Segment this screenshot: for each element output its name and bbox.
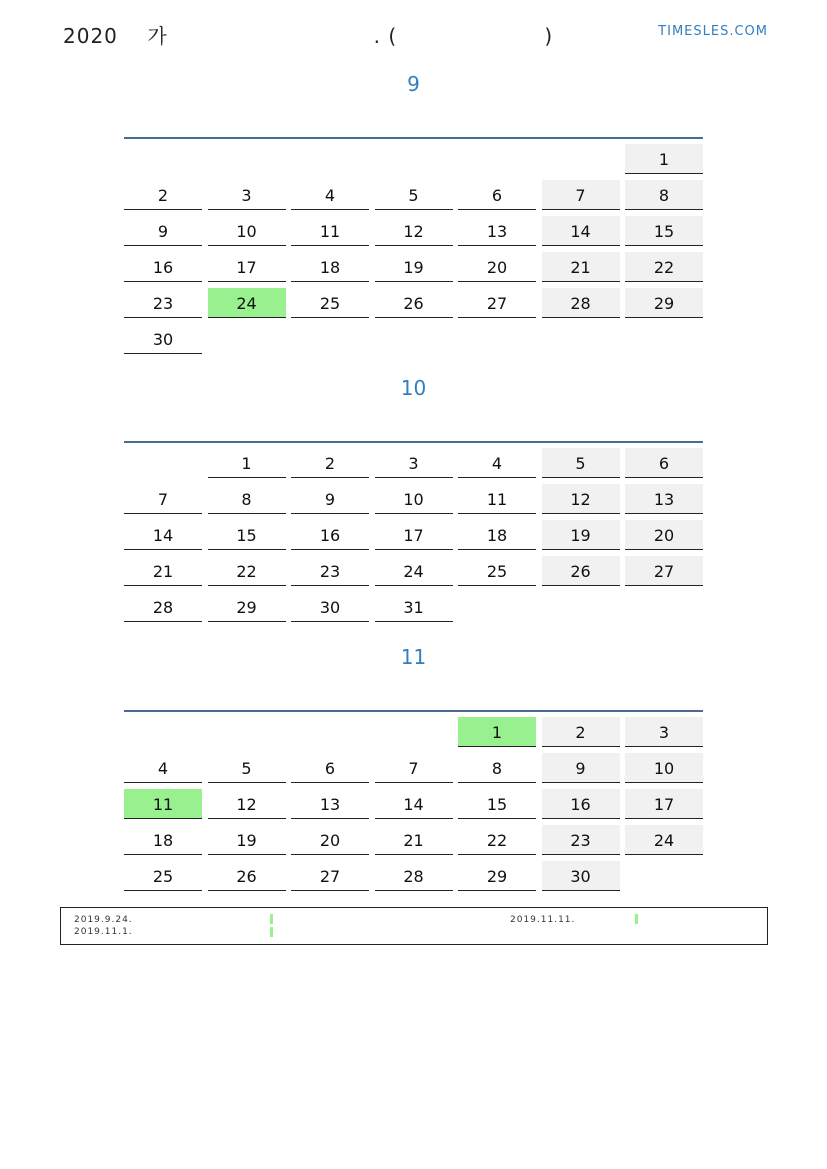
calendar-day: 8 bbox=[458, 753, 536, 783]
calendar-day: 5 bbox=[208, 753, 286, 783]
calendar-day: 2 bbox=[291, 448, 369, 478]
calendar-day: 9 bbox=[542, 753, 620, 783]
holiday-legend bbox=[60, 907, 768, 945]
calendar-day: 14 bbox=[124, 520, 202, 550]
calendar-day: 1 bbox=[208, 448, 286, 478]
calendar-day: 18 bbox=[458, 520, 536, 550]
calendar-day: 15 bbox=[208, 520, 286, 550]
calendar-day: 26 bbox=[542, 556, 620, 586]
calendar-day: 1 bbox=[625, 144, 703, 174]
calendar-day: 16 bbox=[542, 789, 620, 819]
calendar-day: 24 bbox=[625, 825, 703, 855]
calendar-day: 10 bbox=[625, 753, 703, 783]
calendar-day: 7 bbox=[375, 753, 453, 783]
calendar-day: 8 bbox=[208, 484, 286, 514]
calendar-day: 7 bbox=[124, 484, 202, 514]
calendar-day: 14 bbox=[542, 216, 620, 246]
calendar-day: 23 bbox=[291, 556, 369, 586]
calendar-day: 25 bbox=[124, 861, 202, 891]
calendar-day: 18 bbox=[291, 252, 369, 282]
calendar-day: 23 bbox=[542, 825, 620, 855]
calendar-day: 29 bbox=[458, 861, 536, 891]
calendar-day: 30 bbox=[542, 861, 620, 891]
calendar-day: 24 bbox=[208, 288, 286, 318]
calendar-day: 28 bbox=[375, 861, 453, 891]
calendar-day: 22 bbox=[625, 252, 703, 282]
calendar-day: 20 bbox=[291, 825, 369, 855]
calendar-day: 19 bbox=[208, 825, 286, 855]
calendar-day: 26 bbox=[208, 861, 286, 891]
calendar-day: 13 bbox=[625, 484, 703, 514]
calendar-day: 1 bbox=[458, 717, 536, 747]
calendar-day: 27 bbox=[458, 288, 536, 318]
calendar-day: 25 bbox=[458, 556, 536, 586]
page-title: 2020 가 . ( ) bbox=[63, 24, 554, 48]
calendar-day: 3 bbox=[208, 180, 286, 210]
calendar-day: 27 bbox=[625, 556, 703, 586]
calendar-divider bbox=[124, 441, 703, 443]
calendar-day: 22 bbox=[208, 556, 286, 586]
calendar-day: 5 bbox=[375, 180, 453, 210]
calendar-day: 23 bbox=[124, 288, 202, 318]
calendar-day: 19 bbox=[542, 520, 620, 550]
calendar-day: 6 bbox=[291, 753, 369, 783]
month-title-oct: 10 bbox=[400, 376, 427, 400]
calendar-day: 29 bbox=[625, 288, 703, 318]
calendar-day: 13 bbox=[458, 216, 536, 246]
calendar-day: 10 bbox=[375, 484, 453, 514]
month-title-sep: 9 bbox=[407, 72, 420, 96]
calendar-divider bbox=[124, 137, 703, 139]
calendar-day: 21 bbox=[542, 252, 620, 282]
calendar-day: 20 bbox=[458, 252, 536, 282]
calendar-day: 16 bbox=[291, 520, 369, 550]
legend-entry: 2019.9.24. bbox=[74, 915, 133, 925]
site-link[interactable]: TIMESLES.COM bbox=[658, 24, 768, 39]
calendar-day: 30 bbox=[124, 324, 202, 354]
calendar-day: 4 bbox=[291, 180, 369, 210]
calendar-day: 6 bbox=[625, 448, 703, 478]
calendar-day: 11 bbox=[458, 484, 536, 514]
calendar-day: 24 bbox=[375, 556, 453, 586]
calendar-day: 15 bbox=[625, 216, 703, 246]
calendar-day: 2 bbox=[124, 180, 202, 210]
calendar-day: 26 bbox=[375, 288, 453, 318]
page-header bbox=[63, 20, 768, 48]
calendar-day: 13 bbox=[291, 789, 369, 819]
calendar-day: 3 bbox=[625, 717, 703, 747]
calendar-day: 29 bbox=[208, 592, 286, 622]
holiday-marker bbox=[635, 914, 638, 924]
calendar-day: 28 bbox=[124, 592, 202, 622]
calendar-day: 17 bbox=[625, 789, 703, 819]
calendar-day: 12 bbox=[542, 484, 620, 514]
calendar-day: 16 bbox=[124, 252, 202, 282]
holiday-marker bbox=[270, 914, 273, 924]
calendar-day: 12 bbox=[375, 216, 453, 246]
calendar-day: 27 bbox=[291, 861, 369, 891]
calendar-day: 20 bbox=[625, 520, 703, 550]
calendar-day: 2 bbox=[542, 717, 620, 747]
calendar-day: 14 bbox=[375, 789, 453, 819]
calendar-day: 21 bbox=[124, 556, 202, 586]
calendar-day: 30 bbox=[291, 592, 369, 622]
calendar-day: 12 bbox=[208, 789, 286, 819]
calendar-day: 7 bbox=[542, 180, 620, 210]
calendar-day: 4 bbox=[458, 448, 536, 478]
calendar-day: 22 bbox=[458, 825, 536, 855]
calendar-day: 15 bbox=[458, 789, 536, 819]
calendar-day: 8 bbox=[625, 180, 703, 210]
calendar-day: 11 bbox=[291, 216, 369, 246]
month-title-nov: 11 bbox=[400, 645, 427, 669]
calendar-day: 28 bbox=[542, 288, 620, 318]
calendar-divider bbox=[124, 710, 703, 712]
holiday-marker bbox=[270, 927, 273, 937]
calendar-day: 5 bbox=[542, 448, 620, 478]
calendar-day: 10 bbox=[208, 216, 286, 246]
calendar-day: 11 bbox=[124, 789, 202, 819]
legend-entry: 2019.11.11. bbox=[510, 915, 576, 925]
calendar-day: 17 bbox=[208, 252, 286, 282]
calendar-day: 21 bbox=[375, 825, 453, 855]
legend-entry: 2019.11.1. bbox=[74, 927, 133, 937]
calendar-day: 31 bbox=[375, 592, 453, 622]
calendar-day: 4 bbox=[124, 753, 202, 783]
calendar-day: 9 bbox=[124, 216, 202, 246]
calendar-day: 3 bbox=[375, 448, 453, 478]
calendar-day: 19 bbox=[375, 252, 453, 282]
calendar-day: 17 bbox=[375, 520, 453, 550]
calendar-day: 18 bbox=[124, 825, 202, 855]
calendar-day: 9 bbox=[291, 484, 369, 514]
calendar-day: 6 bbox=[458, 180, 536, 210]
calendar-day: 25 bbox=[291, 288, 369, 318]
